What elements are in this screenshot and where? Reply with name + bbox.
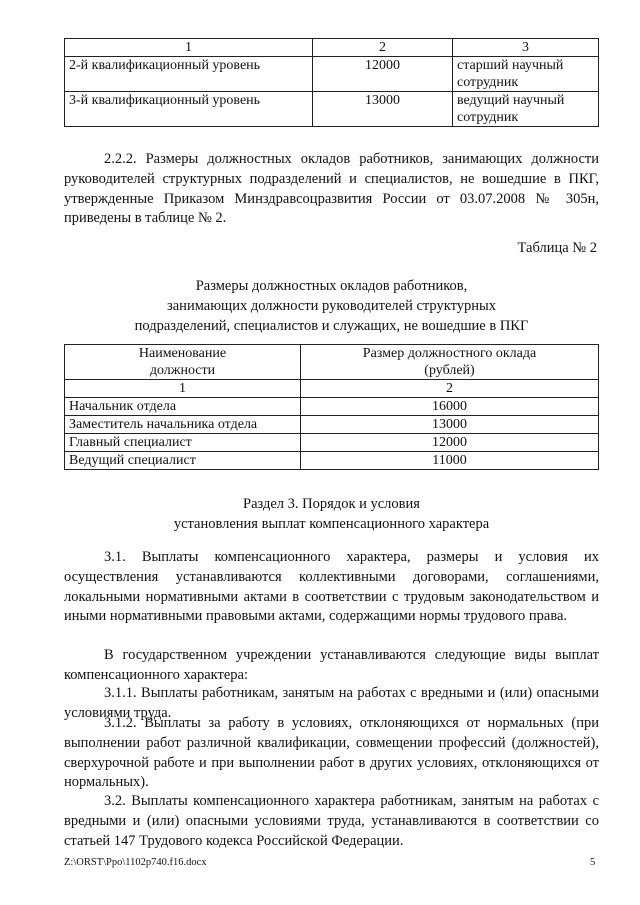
table-cell: Заместитель начальника отдела (65, 416, 301, 434)
table-header-row (65, 39, 599, 57)
table-cell: 13000 (301, 416, 599, 434)
footer-file-path: Z:\ORST\Ppo\1102p740.f16.docx (64, 857, 207, 868)
table-row (65, 452, 599, 470)
table-cell: 12000 (313, 57, 453, 92)
table-cell: 2-й квалификационный уровень (65, 57, 313, 92)
title-line: занимающих должности руководителей структурных (167, 298, 496, 314)
table-cell: 2 (301, 380, 599, 398)
page-number: 5 (590, 857, 596, 868)
table-cell: Начальник отдела (65, 398, 301, 416)
table-row (65, 416, 599, 434)
section-title-line: Раздел 3. Порядок и условия (243, 496, 420, 512)
table-cell: старший научный сотрудник (453, 57, 599, 92)
salary-table-1 (64, 38, 599, 127)
table-row (65, 398, 599, 416)
table-cell: 3-й квалификационный уровень (65, 92, 313, 127)
table-cell: Ведущий специалист (65, 452, 301, 470)
table-num-row (65, 380, 599, 398)
table-header-cell (301, 345, 599, 380)
table-cell: Главный специалист (65, 434, 301, 452)
table-cell: 16000 (301, 398, 599, 416)
table-cell: 1 (65, 39, 313, 57)
table-cell: 3 (453, 39, 599, 57)
table-cell: 2 (313, 39, 453, 57)
header-line: Размер должностного оклада (362, 346, 537, 361)
paragraph-payment-types: В государственном учреждении устанавливаются следующие виды выплат компенсационного характера: (64, 647, 599, 683)
title-line: подразделений, специалистов и служащих, не вошедшие в ПКГ (134, 318, 529, 334)
header-line: (рублей) (424, 363, 475, 378)
paragraph-3-1-1: 3.1.1. Выплаты работникам, занятым на работах с вредными и (или) опасными условиями труда. (64, 685, 599, 721)
table-row (65, 92, 599, 127)
table-row (65, 434, 599, 452)
paragraph-3-1: 3.1. Выплаты компенсационного характера, размеры и условия их осуществления устанавливаются коллективными договорами, соглашениями, локальными нормативными актами в соответствии с трудовым законодательством и иными нормативными правовыми актами, содержащими нормы трудового права. (64, 549, 599, 625)
table-header-cell (65, 345, 301, 380)
paragraph-3-1-2: 3.1.2. Выплаты за работу в условиях, отклоняющихся от нормальных (при выполнении работ различной квалификации, совмещении профессий (должностей), сверхурочной работе и при выполнении работ в других условиях, отклоняющихся от нормальных). (64, 715, 599, 791)
table-cell: 11000 (301, 452, 599, 470)
table-cell: 1 (65, 380, 301, 398)
table-row (65, 57, 599, 92)
table-cell: ведущий научный сотрудник (453, 92, 599, 127)
table-2-label: Таблица № 2 (517, 240, 597, 256)
title-line: Размеры должностных окладов работников, (195, 278, 468, 294)
salary-table-2 (64, 344, 599, 470)
paragraph-3-2: 3.2. Выплаты компенсационного характера работникам, занятым на работах с вредными и (или) опасными условиями труда, устанавливаются в соответствии со статьей 147 Трудового кодекса Российской Федерации. (64, 793, 599, 849)
section-title-line: установления выплат компенсационного характера (173, 516, 490, 532)
table-header-row (65, 345, 599, 380)
header-line: должности (149, 363, 216, 378)
paragraph-2-2-2: 2.2.2. Размеры должностных окладов работников, занимающих должности руководителей структурных подразделений и специалистов, не вошедшие в ПКГ, утвержденные Приказом Минздравсоцразвития России от 03.07.2008 № 305н, приведены в таблице № 2. (64, 151, 599, 227)
table-cell: 13000 (313, 92, 453, 127)
header-line: Наименование (138, 346, 227, 361)
table-cell: 12000 (301, 434, 599, 452)
